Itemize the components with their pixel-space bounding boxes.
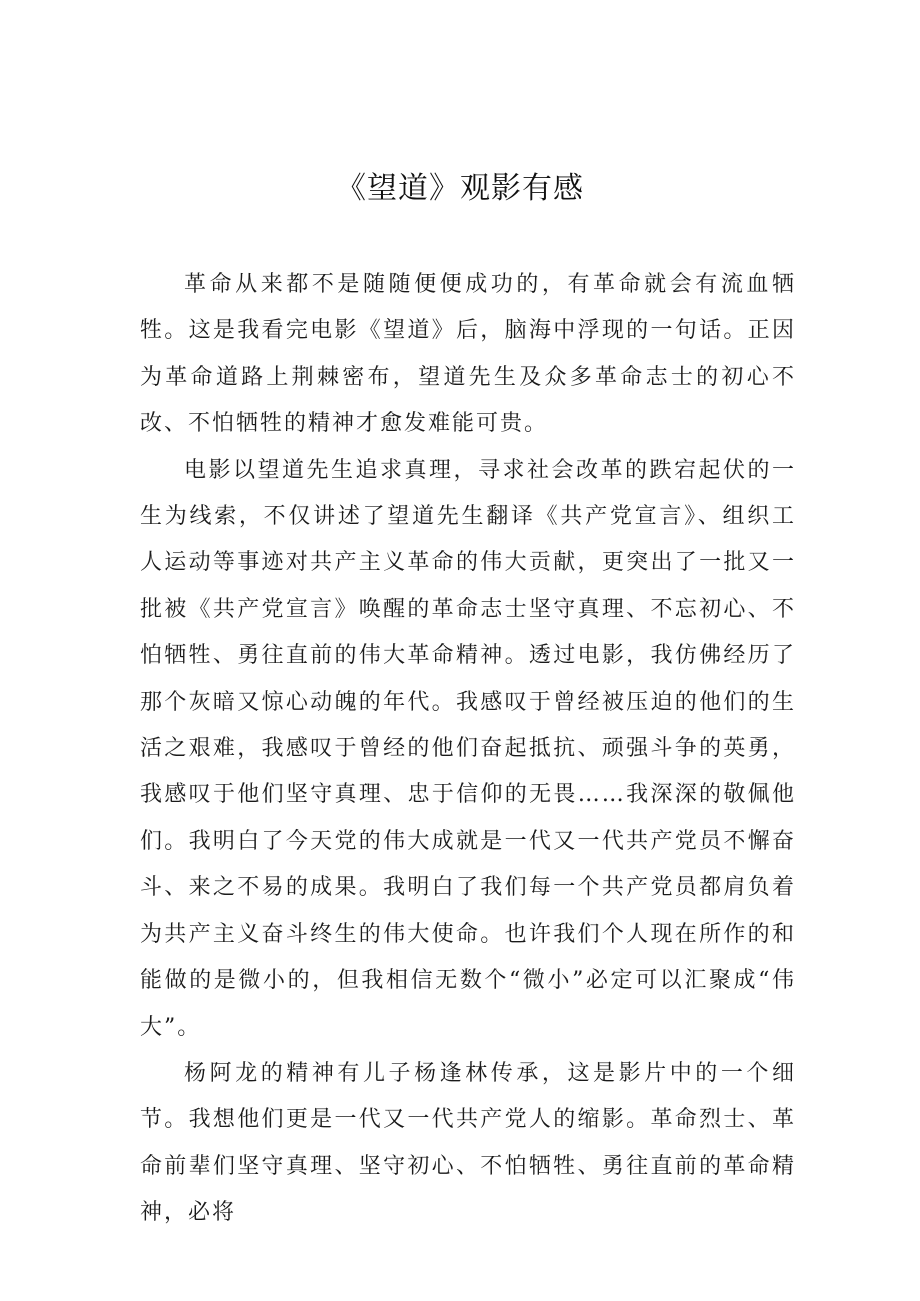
paragraph-3: 杨阿龙的精神有儿子杨逢林传承，这是影片中的一个细节。我想他们更是一代又一代共产党人的缩影。革命烈士、革命前辈们坚守真理、坚守初心、不怕牺牲、勇往直前的革命精神，必将 bbox=[140, 1060, 796, 1226]
document-title: 《望道》观影有感 bbox=[336, 171, 584, 206]
paragraph-2: 电影以望道先生追求真理，寻求社会改革的跌宕起伏的一生为线索，不仅讲述了望道先生翻译《共产党宣言》、组织工人运动等事迹对共产主义革命的伟大贡献，更突出了一批又一批被《共产党宣言》唤醒的革命志士坚守真理、不忘初心、不怕牺牲、勇往直前的伟大革命精神。透过电影，我仿佛经历了那个灰暗又惊心动魄的年代。我感叹于曾经被压迫的他们的生活之艰难，我感叹于曾经的他们奋起抵抗、顽强斗争的英勇，我感叹于他们坚守真理、忠于信仰的无畏……我深深的敬佩他们。我明白了今天党的伟大成就是一代又一代共产党员不懈奋斗、来之不易的成果。我明白了我们每一个共产党员都肩负着为共产主义奋斗终生的伟大使命。也许我们个人现在所作的和能做的是微小的，但我相信无数个“微小”必定可以汇聚成“伟大”。 bbox=[140, 457, 796, 1040]
paragraph-1: 革命从来都不是随随便便成功的，有革命就会有流血牺牲。这是我看完电影《望道》后，脑海中浮现的一句话。正因为革命道路上荆棘密布，望道先生及众多革命志士的初心不改、不怕牺牲的精神才愈发难能可贵。 bbox=[140, 272, 796, 437]
document-body bbox=[140, 262, 796, 1237]
